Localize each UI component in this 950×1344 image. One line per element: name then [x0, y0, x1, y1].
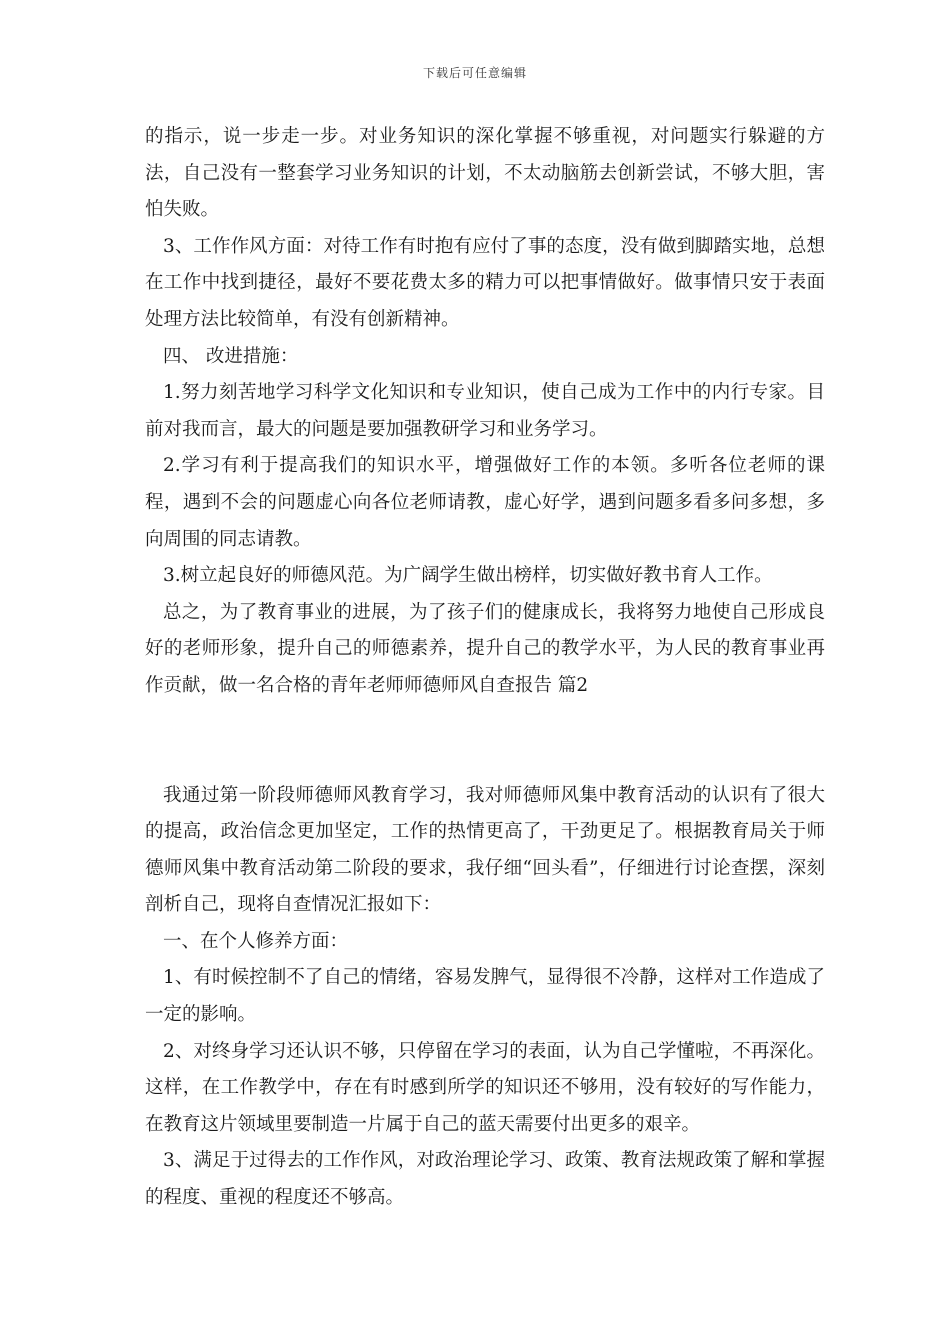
- paragraph: 2.学习有利于提高我们的知识水平，增强做好工作的本领。多听各位老师的课程，遇到不会的问题虚心向各位老师请教，虚心好学，遇到问题多看多问多想，多向周围的同志请教。: [145, 455, 825, 550]
- page-header: 下载后可任意编辑: [422, 66, 527, 80]
- section-heading: 一、在个人修养方面：: [163, 930, 349, 952]
- paragraph: 3、工作作风方面：对待工作有时抱有应付了事的态度，没有做到脚踏实地，总想在工作中找到捷径，最好不要花费太多的精力可以把事情做好。做事情只安于表面处理方法比较简单，有没有创新精神。: [145, 235, 825, 330]
- paragraph: 1.努力刻苦地学习科学文化知识和专业知识，使自己成为工作中的内行专家。目前对我而言，最大的问题是要加强教研学习和业务学习。: [145, 382, 825, 440]
- paragraph: 1、有时候控制不了自己的情绪，容易发脾气，显得很不冷静，这样对工作造成了一定的影响。: [145, 967, 825, 1026]
- paragraph: 2、对终身学习还认识不够，只停留在学习的表面，认为自己学懂啦，不再深化。这样，在工作教学中，存在有时感到所学的知识还不够用，没有较好的写作能力，在教育这片领域里要制造一片属于自己的蓝天需要付出更多的艰辛。: [145, 1040, 825, 1135]
- paragraph: 总之，为了教育事业的进展，为了孩子们的健康成长，我将努力地使自己形成良好的老师形象，提升自己的师德素养，提升自己的教学水平，为人民的教育事业再作贡献，做一名合格的青年老师师德师风自查报告 篇2: [145, 601, 825, 696]
- paragraph: 3.树立起良好的师德风范。为广阔学生做出榜样，切实做好教书育人工作。: [163, 565, 773, 587]
- paragraph: 我通过第一阶段师德师风教育学习，我对师德师风集中教育活动的认识有了很大的提高，政治信念更加坚定，工作的热情更高了，干劲更足了。根据教育局关于师德师风集中教育活动第二阶段的要求，我仔细“回头看”，仔细进行讨论查摆，深刻剖析自己，现将自查情况汇报如下：: [145, 784, 825, 916]
- section-heading: 四、 改进措施：: [163, 345, 299, 367]
- section-gap: [145, 705, 825, 778]
- paragraph: 3、满足于过得去的工作作风，对政治理论学习、政策、教育法规政策了解和掌握的程度、重视的程度还不够高。: [145, 1150, 825, 1209]
- paragraph: 的指示，说一步走一步。对业务知识的深化掌握不够重视，对问题实行躲避的方法，自己没有一整套学习业务知识的计划，不太动脑筋去创新尝试，不够大胆，害怕失败。: [145, 126, 825, 221]
- document-body: [145, 119, 825, 1217]
